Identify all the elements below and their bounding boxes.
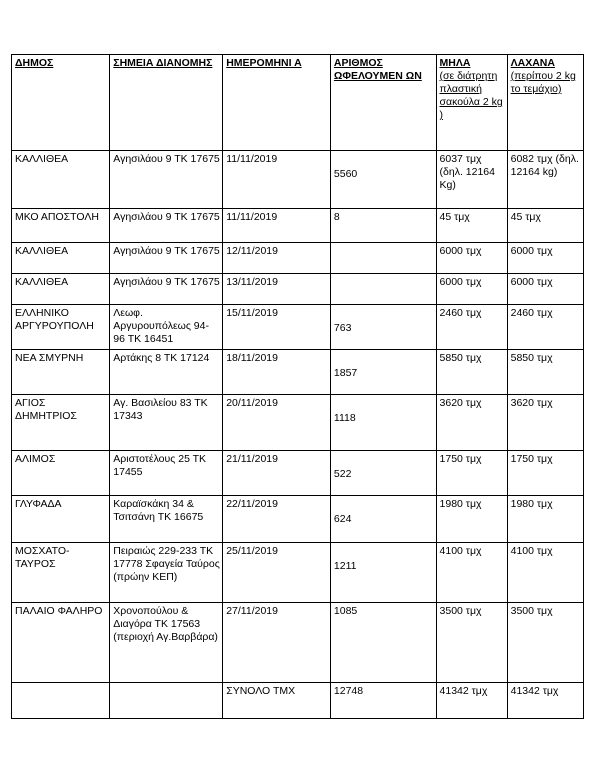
header-apples-label: ΜΗΛΑ (439, 57, 471, 69)
cell-date: 25/11/2019 (223, 543, 331, 603)
cell-points: Καραϊσκάκη 34 & Τσιτσάνη ΤΚ 16675 (110, 496, 223, 543)
cell-date: 12/11/2019 (223, 243, 331, 274)
cell-municipality: ΑΓΙΟΣ ΔΗΜΗΤΡΙΟΣ (12, 395, 110, 451)
total-apples: 41342 τμχ (436, 683, 507, 719)
cell-beneficiaries: 1118 (330, 395, 436, 451)
cell-beneficiaries: 1857 (330, 350, 436, 395)
cell-cabbage: 6000 τμχ (507, 243, 583, 274)
cell-municipality: ΕΛΛΗΝΙΚΟ ΑΡΓΥΡΟΥΠΟΛΗ (12, 305, 110, 350)
header-municipality: ΔΗΜΟΣ (12, 55, 110, 151)
total-label: ΣΥΝΟΛΟ ΤΜΧ (223, 683, 331, 719)
cell-points: Αγ. Βασιλείου 83 ΤΚ 17343 (110, 395, 223, 451)
header-apples-note: (σε διάτρητη πλαστική σακούλα 2 kg ) (439, 70, 503, 121)
table-row (12, 209, 584, 243)
cell-apples: 3620 τμχ (436, 395, 507, 451)
cell-points: Αριστοτέλους 25 ΤΚ 17455 (110, 451, 223, 496)
cell-date: 15/11/2019 (223, 305, 331, 350)
cell-date: 13/11/2019 (223, 274, 331, 305)
cell-beneficiaries: 1085 (330, 603, 436, 683)
table-row (12, 451, 584, 496)
cell-municipality: ΠΑΛΑΙΟ ΦΑΛΗΡΟ (12, 603, 110, 683)
cell-apples: 3500 τμχ (436, 603, 507, 683)
cell-beneficiaries: 1211 (330, 543, 436, 603)
total-beneficiaries: 12748 (330, 683, 436, 719)
table-row (12, 395, 584, 451)
cell-date: 18/11/2019 (223, 350, 331, 395)
cell-cabbage: 5850 τμχ (507, 350, 583, 395)
cell-apples: 6000 τμχ (436, 243, 507, 274)
cell-date: 11/11/2019 (223, 209, 331, 243)
table-row (12, 603, 584, 683)
cell-cabbage: 6000 τμχ (507, 274, 583, 305)
total-row (12, 683, 584, 719)
cell-municipality: ΑΛΙΜΟΣ (12, 451, 110, 496)
cell-municipality: ΚΑΛΛΙΘΕΑ (12, 151, 110, 209)
cell-beneficiaries: 5560 (330, 151, 436, 209)
cell-date: 11/11/2019 (223, 151, 331, 209)
cell-beneficiaries: 763 (330, 305, 436, 350)
cell-date: 22/11/2019 (223, 496, 331, 543)
cell-points (110, 683, 223, 719)
header-cabbage-note: (περίπου 2 kg το τεμάχιο) (510, 70, 576, 95)
cell-points: Αγησιλάου 9 ΤΚ 17675 (110, 151, 223, 209)
cell-beneficiaries: 624 (330, 496, 436, 543)
table-row (12, 274, 584, 305)
cell-points: Λεωφ. Αργυρουπόλεως 94-96 ΤΚ 16451 (110, 305, 223, 350)
cell-apples: 2460 τμχ (436, 305, 507, 350)
cell-apples: 1980 τμχ (436, 496, 507, 543)
cell-date: 21/11/2019 (223, 451, 331, 496)
table-row (12, 243, 584, 274)
cell-apples: 45 τμχ (436, 209, 507, 243)
cell-apples: 5850 τμχ (436, 350, 507, 395)
cell-cabbage: 1980 τμχ (507, 496, 583, 543)
cell-municipality: ΜΟΣΧΑΤΟ-ΤΑΥΡΟΣ (12, 543, 110, 603)
total-cabbage: 41342 τμχ (507, 683, 583, 719)
table-row (12, 151, 584, 209)
cell-municipality: ΝΕΑ ΣΜΥΡΝΗ (12, 350, 110, 395)
cell-cabbage: 1750 τμχ (507, 451, 583, 496)
cell-apples: 1750 τμχ (436, 451, 507, 496)
cell-beneficiaries: 8 (330, 209, 436, 243)
cell-cabbage: 2460 τμχ (507, 305, 583, 350)
header-beneficiaries: ΑΡΙΘΜΟΣ ΩΦΕΛΟΥΜΕΝ ΩΝ (330, 55, 436, 151)
cell-points: Αγησιλάου 9 ΤΚ 17675 (110, 274, 223, 305)
cell-beneficiaries: 522 (330, 451, 436, 496)
cell-cabbage: 4100 τμχ (507, 543, 583, 603)
cell-apples: 4100 τμχ (436, 543, 507, 603)
cell-date: 27/11/2019 (223, 603, 331, 683)
cell-municipality (12, 683, 110, 719)
cell-municipality: ΚΑΛΛΙΘΕΑ (12, 274, 110, 305)
cell-date: 20/11/2019 (223, 395, 331, 451)
cell-points: Αγησιλάου 9 ΤΚ 17675 (110, 209, 223, 243)
cell-beneficiaries (330, 243, 436, 274)
cell-cabbage: 3620 τμχ (507, 395, 583, 451)
table-row (12, 350, 584, 395)
cell-points: Πειραιώς 229-233 ΤΚ 17778 Σφαγεία Ταύρος (πρώην ΚΕΠ) (110, 543, 223, 603)
table-row (12, 543, 584, 603)
cell-municipality: ΓΛΥΦΑΔΑ (12, 496, 110, 543)
distribution-table (11, 54, 584, 719)
cell-municipality: ΜΚΟ ΑΠΟΣΤΟΛΗ (12, 209, 110, 243)
cell-apples: 6000 τμχ (436, 274, 507, 305)
table-row (12, 305, 584, 350)
header-date: ΗΜΕΡΟΜΗΝΙ Α (223, 55, 331, 151)
cell-cabbage: 6082 τμχ (δηλ. 12164 kg) (507, 151, 583, 209)
cell-points: Αγησιλάου 9 ΤΚ 17675 (110, 243, 223, 274)
cell-points: Χρονοπούλου & Διαγόρα ΤΚ 17563 (περιοχή Αγ.Βαρβάρα) (110, 603, 223, 683)
header-cabbage (507, 55, 583, 151)
cell-municipality: ΚΑΛΛΙΘΕΑ (12, 243, 110, 274)
header-points: ΣΗΜΕΙΑ ΔΙΑΝΟΜΗΣ (110, 55, 223, 151)
cell-cabbage: 3500 τμχ (507, 603, 583, 683)
cell-points: Αρτάκης 8 ΤΚ 17124 (110, 350, 223, 395)
cell-beneficiaries (330, 274, 436, 305)
header-cabbage-label: ΛΑΧΑΝΑ (510, 57, 555, 69)
header-row (12, 55, 584, 151)
cell-apples: 6037 τμχ (δηλ. 12164 Kg) (436, 151, 507, 209)
cell-cabbage: 45 τμχ (507, 209, 583, 243)
header-apples (436, 55, 507, 151)
table-row (12, 496, 584, 543)
